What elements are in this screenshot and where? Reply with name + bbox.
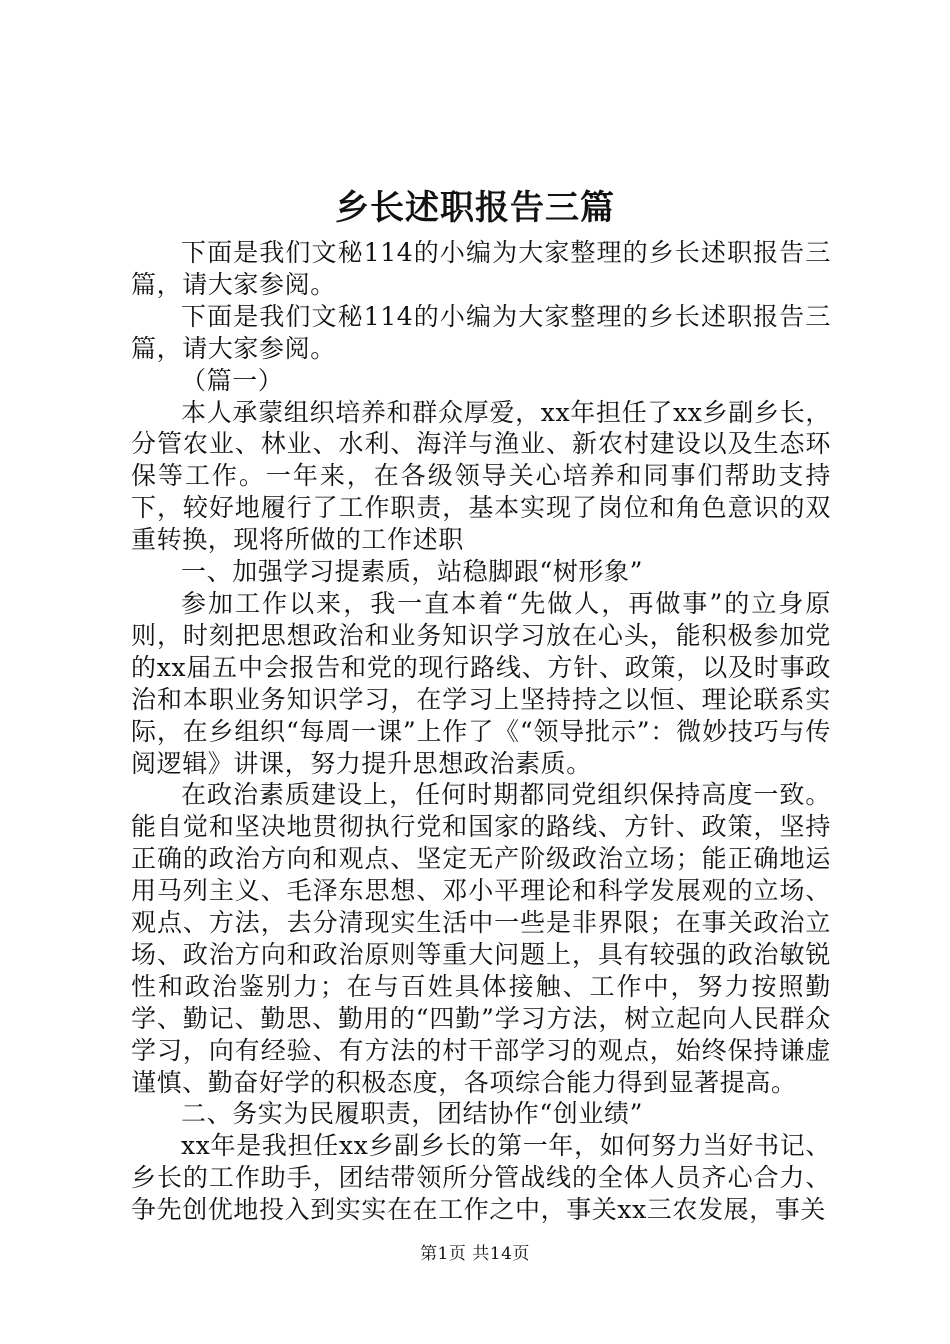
section-label-part-one: （篇一） [181, 365, 284, 395]
document-title: 乡长述职报告三篇 [335, 188, 615, 228]
paragraph-study: 参加工作以来，我一直本着“先做人，再做事”的立身原则，时刻把思想政治和业务知识学习放在心头，能积极参加党的xx届五中会报告和党的现行路线、方针、政策，以及时事政治和本职业务知识学习，在学习上坚持持之以恒、理论联系实际，在乡组织“每周一课”上作了《“领导批示”：微妙技巧与传阅逻辑》讲课，努力提升思想政治素质。 [131, 588, 831, 778]
paragraph-intro-1: 下面是我们文秘114的小编为大家整理的乡长述职报告三篇，请大家参阅。 [131, 238, 831, 299]
paragraph-intro-2: 下面是我们文秘114的小编为大家整理的乡长述职报告三篇，请大家参阅。 [131, 301, 831, 363]
paragraph-opening: 本人承蒙组织培养和群众厚爱，xx年担任了xx乡副乡长，分管农业、林业、水利、海洋与渔业、新农村建设以及生态环保等工作。一年来，在各级领导关心培养和同事们帮助支持下，较好地履行了工作职责，基本实现了岗位和角色意识的双重转换，现将所做的工作述职 [131, 397, 831, 555]
heading-section-one: 一、加强学习提素质，站稳脚跟“树形象” [181, 557, 643, 587]
page-number-footer: 第1页 共14页 [420, 1244, 530, 1264]
paragraph-political: 在政治素质建设上，任何时期都同党组织保持高度一致。能自觉和坚决地贯彻执行党和国家的路线、方针、政策，坚持正确的政治方向和观点、坚定无产阶级政治立场；能正确地运用马列主义、毛泽东思想、邓小平理论和科学发展观的立场、观点、方法，去分清现实生活中一些是非界限；在事关政治立场、政治方向和政治原则等重大问题上，具有较强的政治敏锐性和政治鉴别力；在与百姓具体接触、工作中，努力按照勤学、勤记、勤思、勤用的“四勤”学习方法，树立起向人民群众学习，向有经验、有方法的村干部学习的观点，始终保持谦虚谨慎、勤奋好学的积极态度，各项综合能力得到显著提高。 [131, 780, 831, 1097]
heading-section-two: 二、务实为民履职责，团结协作“创业绩” [181, 1099, 643, 1129]
paragraph-work: xx年是我担任xx乡副乡长的第一年，如何努力当好书记、乡长的工作助手，团结带领所分管战线的全体人员齐心合力、争先创优地投入到实实在在工作之中，事关xx三农发展，事关 [131, 1131, 831, 1225]
document-body [131, 237, 831, 1226]
